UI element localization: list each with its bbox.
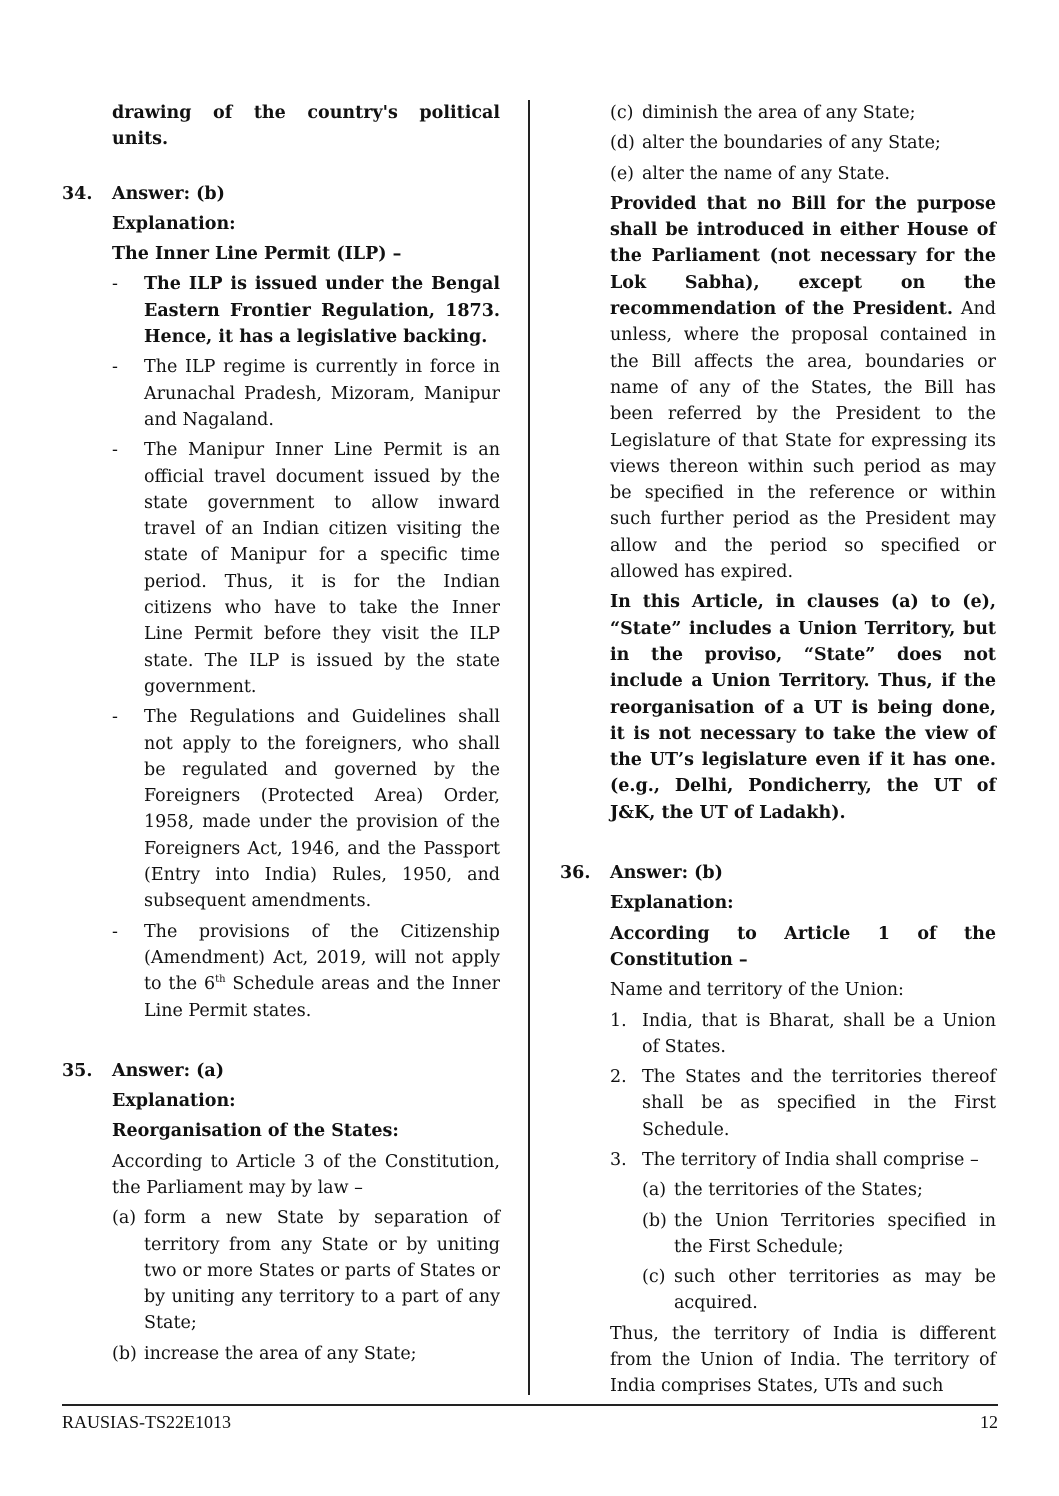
q35-header	[62, 1058, 500, 1084]
list-item: (b) the Union Territories specified in the First Schedule;	[642, 1210, 996, 1257]
q35-intro: According to Article 3 of the Constitution, the Parliament may by law –	[112, 1151, 500, 1198]
q34-heading: The Inner Line Permit (ILP) –	[112, 244, 402, 265]
q35-answer: Answer: (a)	[112, 1060, 225, 1081]
q36-intro: Name and territory of the Union:	[610, 980, 904, 1001]
q34-header	[62, 181, 500, 207]
list-item: (e) alter the name of any State.	[610, 163, 890, 184]
list-item: 1. India, that is Bharat, shall be a Union of States.	[610, 1010, 996, 1057]
document-code: RAUSIAS-TS22E1013	[62, 1412, 232, 1432]
list-item: - The ILP is issued under the Bengal Eastern Frontier Regulation, 1873. Hence, it has a legislative backing.	[112, 274, 500, 348]
list-item: (a) the territories of the States;	[642, 1180, 923, 1201]
q36-conclusion: Thus, the territory of India is different from the Union of India. The territory of India comprises States, UTs and such	[610, 1323, 996, 1397]
q34-answer: Answer: (b)	[112, 183, 225, 204]
list-item: (a) form a new State by separation of territory from any State or by uniting two or more States or parts of States or by uniting any territory to a part of any State;	[112, 1208, 500, 1334]
footer-rule	[62, 1404, 998, 1406]
page-footer	[62, 1412, 998, 1433]
q35-heading: Reorganisation of the States:	[112, 1121, 399, 1142]
q35-number: 35.	[62, 1060, 93, 1081]
proviso-paragraph: Provided that no Bill for the purpose shall be introduced in either House of the Parliament (not necessary for the Lok Sabha), except on the recommendation of the President. And unless, where the proposal contained in the Bill affects the area, boundaries or name of any of the States, the Bill has been referred by the President to the Legislature of that State for expressing its views thereon within such period as may be specified in the reference or within such further period as the President may allow and the period so specified or allowed has expired.	[610, 193, 996, 583]
ut-note-paragraph: In this Article, in clauses (a) to (e), “State” includes a Union Territory, but in the proviso, “State” does not include a Union Territory. Thus, if the reorganisation of a UT is being done, it is not necessary to take the view of the UT’s legislature even if it has one. (e.g., Delhi, Pondicherry, the UT of J&K, the UT of Ladakh).	[610, 592, 996, 823]
q36-header	[560, 860, 996, 886]
list-item: 3. The territory of India shall comprise –	[610, 1149, 979, 1170]
q34-number: 34.	[62, 183, 93, 204]
list-item: 2. The States and the territories thereof shall be as specified in the First Schedule.	[610, 1067, 996, 1140]
q35-explanation-label: Explanation:	[112, 1091, 236, 1112]
q36-answer: Answer: (b)	[610, 863, 723, 884]
q36-explanation-label: Explanation:	[610, 893, 734, 914]
list-item: (d) alter the boundaries of any State;	[610, 133, 941, 154]
q36-number: 36.	[560, 863, 591, 884]
q34-explanation-label: Explanation:	[112, 213, 236, 234]
list-item: - The ILP regime is currently in force in Arunachal Pradesh, Mizoram, Manipur and Nagaland.	[112, 357, 500, 430]
left-column	[62, 100, 500, 1367]
page-number: 12	[980, 1412, 998, 1432]
intro-text: drawing of the country's political units.	[112, 103, 500, 150]
list-item: (c) diminish the area of any State;	[610, 103, 916, 123]
q36-heading: According to Article 1 of the Constitution –	[610, 923, 996, 970]
list-item: - The provisions of the Citizenship (Amendment) Act, 2019, will not apply to the 6th Schedule areas and the Inner Line Permit states.	[112, 921, 500, 1021]
list-item: (b) increase the area of any State;	[112, 1343, 417, 1364]
list-item: (c) such other territories as may be acquired.	[642, 1267, 996, 1314]
list-item: - The Regulations and Guidelines shall not apply to the foreigners, who shall be regulated and governed by the Foreigners (Protected Area) Order, 1958, made under the provision of the Foreigners Act, 1946, and the Passport (Entry into India) Rules, 1950, and subsequent amendments.	[112, 707, 500, 912]
list-item: - The Manipur Inner Line Permit is an official travel document issued by the state government to allow inward travel of an Indian citizen visiting the state of Manipur for a specific time period. Thus, it is for the Indian citizens who have to take the Inner Line Permit before they visit the ILP state. The ILP is issued by the state government.	[112, 440, 500, 697]
column-divider	[528, 100, 530, 1395]
right-column	[560, 100, 996, 1400]
